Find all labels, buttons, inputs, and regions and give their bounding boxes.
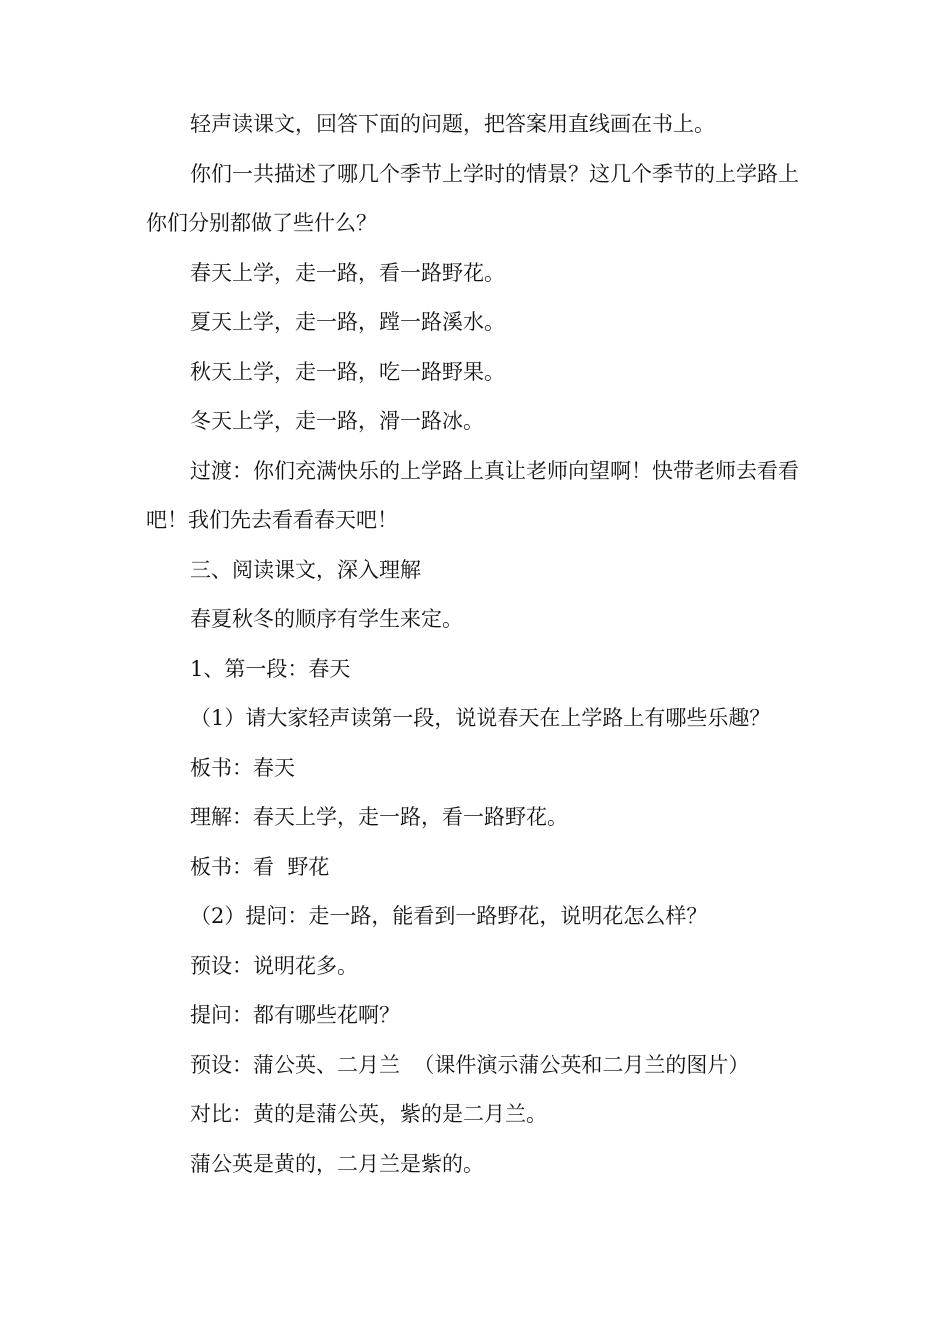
- paragraph-question-2: （2）提问：走一路，能看到一路野花，说明花怎么样？: [190, 904, 708, 928]
- paragraph-question-1: （1）请大家轻声读第一段，说说春天在上学路上有哪些乐趣？: [190, 706, 771, 730]
- section-heading: 三、阅读课文，深入理解: [190, 557, 421, 582]
- paragraph-ask: 提问：都有哪些花啊？: [190, 1003, 400, 1027]
- paragraph-summer-line: 夏天上学，走一路，蹚一路溪水。: [190, 310, 505, 334]
- paragraph-compare: 对比：黄的是蒲公英，紫的是二月兰。: [190, 1102, 547, 1126]
- paragraph-autumn-line: 秋天上学，走一路，吃一路野果。: [190, 359, 505, 384]
- paragraph-spring-line: 春天上学，走一路，看一路野花。: [190, 260, 505, 285]
- paragraph-conclusion: 蒲公英是黄的，二月兰是紫的。: [190, 1151, 484, 1176]
- subsection-heading: 1、第一段：春天: [190, 656, 351, 681]
- paragraph-winter-line: 冬天上学，走一路，滑一路冰。: [190, 409, 484, 433]
- paragraph-transition: 过渡：你们充满快乐的上学路上真让老师向望啊！快带老师去看看吧！我们先去看看春天吧！: [146, 458, 799, 532]
- paragraph-preset-2: 预设：蒲公英、二月兰 （课件演示蒲公英和二月兰的图片）: [190, 1052, 750, 1077]
- paragraph-board-note-1: 板书：春天: [190, 755, 295, 780]
- paragraph-question: 你们一共描述了哪几个季节上学时的情景？这几个季节的上学路上你们分别都做了些什么？: [146, 161, 799, 235]
- paragraph-board-note-2: 板书：看 野花: [190, 854, 330, 879]
- paragraph-preset-1: 预设：说明花多。: [190, 953, 358, 978]
- paragraph-instruction: 轻声读课文，回答下面的问题，把答案用直线画在书上。: [190, 112, 715, 136]
- document-body: [146, 100, 811, 1189]
- paragraph-understanding: 理解：春天上学，走一路，看一路野花。: [190, 805, 568, 829]
- paragraph-order-note: 春夏秋冬的顺序有学生来定。: [190, 607, 463, 631]
